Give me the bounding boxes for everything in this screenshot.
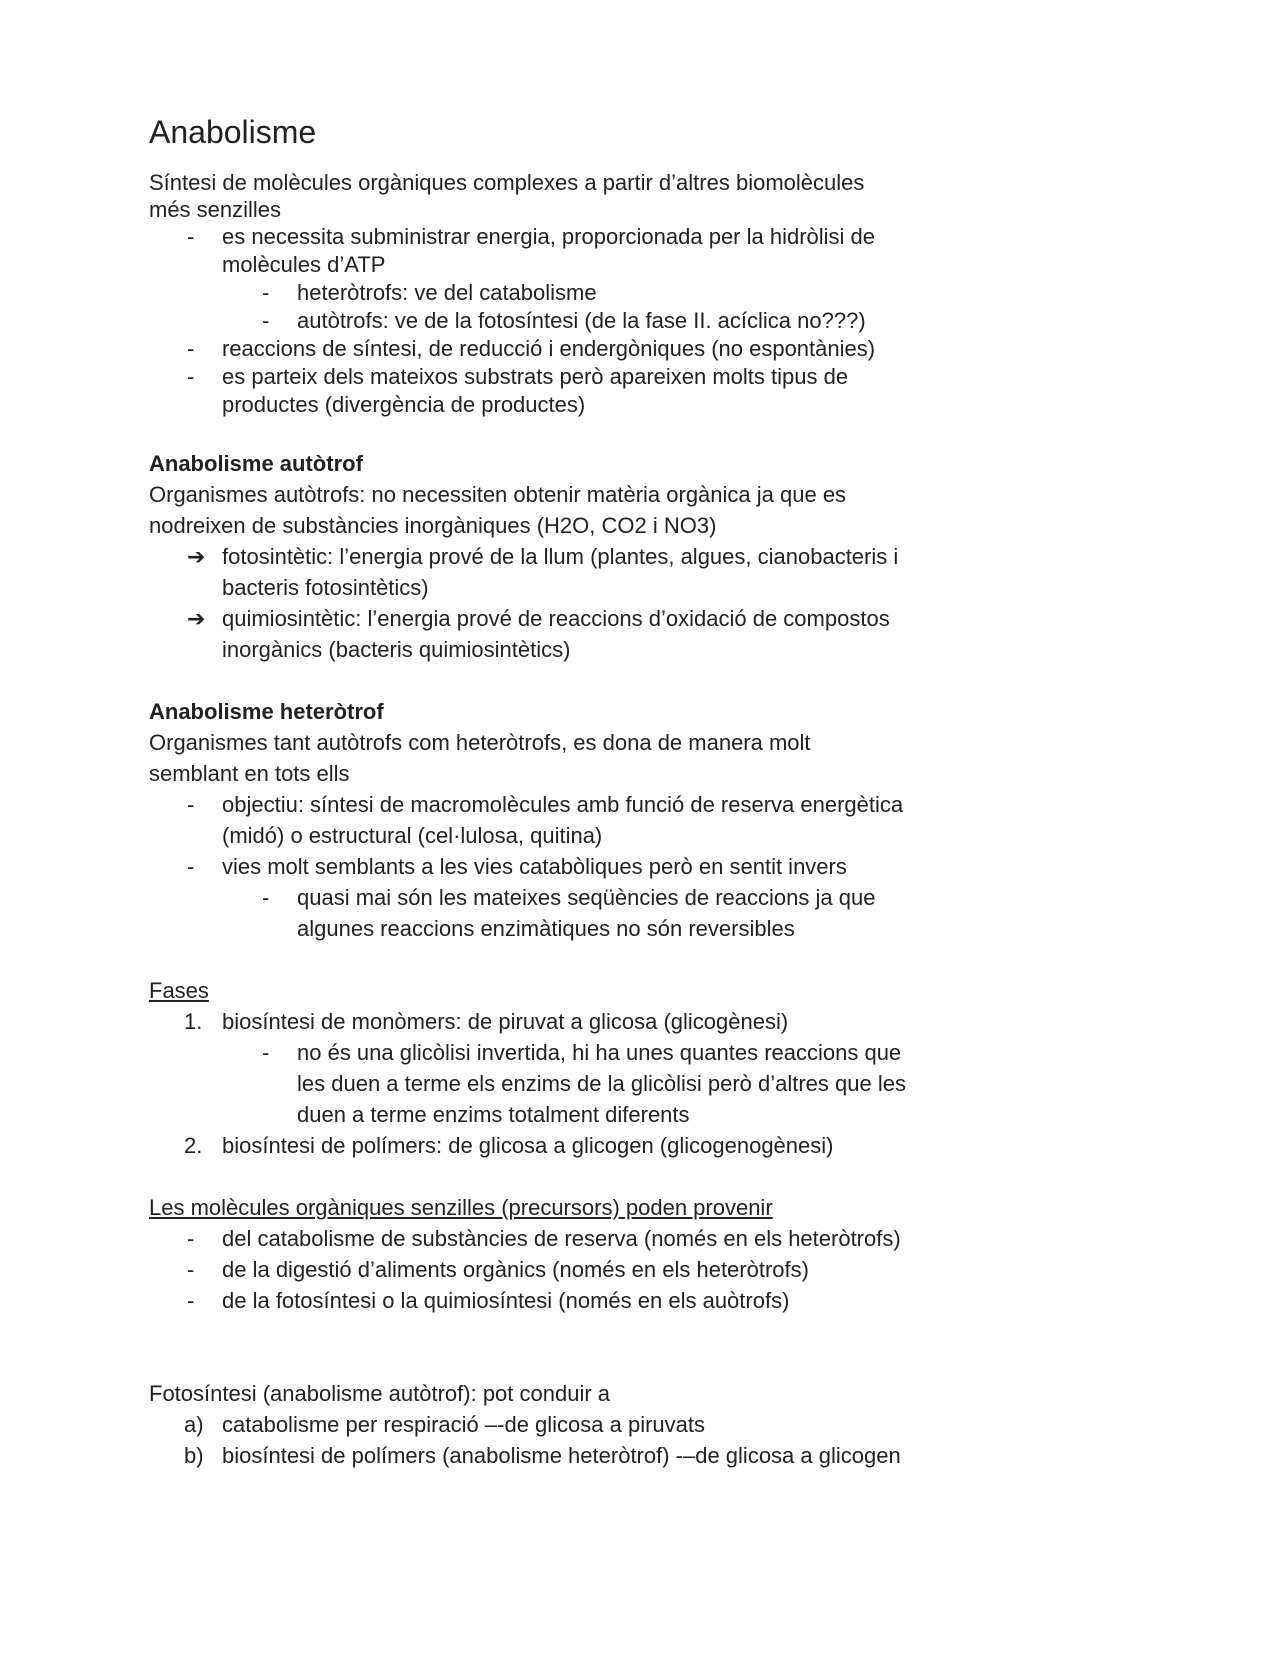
fases-sub-bullet-line-3: duen a terme enzims totalment diferents xyxy=(297,1102,690,1127)
autotrof-line-1: Organismes autòtrofs: no necessiten obtenir matèria orgànica ja que es xyxy=(149,482,847,507)
page-title: Anabolisme xyxy=(149,114,317,150)
intro-bullet-3-line-1: es parteix dels mateixos substrats però apareixen molts tipus de xyxy=(222,364,849,389)
fotosintesi-line: Fotosíntesi (anabolisme autòtrof): pot conduir a xyxy=(149,1381,611,1406)
heterotrof-line-1: Organismes tant autòtrofs com heteròtrofs, es dona de manera molt xyxy=(149,730,811,755)
arrow-icon: ➔ xyxy=(187,544,206,569)
fases-sub-bullet-line-1: no és una glicòlisi invertida, hi ha unes quantes reaccions que xyxy=(297,1040,902,1065)
intro-line-2: més senzilles xyxy=(149,197,282,222)
autotrof-arrow-2-line-2: inorgànics (bacteris quimiosintètics) xyxy=(222,637,571,662)
intro-bullet-3-line-2: productes (divergència de productes) xyxy=(222,392,586,417)
heading-fases: Fases xyxy=(149,978,209,1003)
list-letter: b) xyxy=(184,1443,204,1468)
precursors-bullet-3: de la fotosíntesi o la quimiosíntesi (només en els auòtrofs) xyxy=(222,1288,790,1313)
intro-bullet-1-line-1: es necessita subministrar energia, proporcionada per la hidròlisi de xyxy=(222,224,876,249)
precursors-bullet-1: del catabolisme de substàncies de reserva (només en els heteròtrofs) xyxy=(222,1226,901,1251)
bullet-dash: - xyxy=(187,854,195,879)
heading-anabolisme-autotrof: Anabolisme autòtrof xyxy=(149,451,363,476)
bullet-dash: - xyxy=(262,885,270,910)
fases-sub-bullet-line-2: les duen a terme els enzims de la glicòlisi però d’altres que les xyxy=(297,1071,906,1096)
bullet-dash: - xyxy=(187,1288,195,1313)
bullet-dash: - xyxy=(262,308,270,333)
arrow-icon: ➔ xyxy=(187,606,206,631)
intro-sub-bullet-2: autòtrofs: ve de la fotosíntesi (de la fase II. acíclica no???) xyxy=(297,308,866,333)
precursors-bullet-2: de la digestió d’aliments orgànics (només en els heteròtrofs) xyxy=(222,1257,809,1282)
bullet-dash: - xyxy=(187,336,195,361)
fases-item-2: biosíntesi de polímers: de glicosa a glicogen (glicogenogènesi) xyxy=(222,1133,834,1158)
autotrof-line-2: nodreixen de substàncies inorgàniques (H2O, CO2 i NO3) xyxy=(149,513,717,538)
heterotrof-sub-bullet-line-1: quasi mai són les mateixes seqüències de reaccions ja que xyxy=(297,885,876,910)
list-number: 2. xyxy=(184,1133,203,1158)
fotosintesi-item-b: biosíntesi de polímers (anabolisme heteròtrof) -–de glicosa a glicogen xyxy=(222,1443,901,1468)
heading-precursors: Les molècules orgàniques senzilles (precursors) poden provenir xyxy=(149,1195,773,1220)
intro-bullet-1-line-2: molècules d’ATP xyxy=(222,252,386,277)
autotrof-arrow-1-line-1: fotosintètic: l’energia prové de la llum (plantes, algues, cianobacteris i xyxy=(222,544,899,569)
bullet-dash: - xyxy=(187,364,195,389)
bullet-dash: - xyxy=(187,792,195,817)
fases-item-1: biosíntesi de monòmers: de piruvat a glicosa (glicogènesi) xyxy=(222,1009,789,1034)
bullet-dash: - xyxy=(262,280,270,305)
heterotrof-bullet-1-line-1: objectiu: síntesi de macromolècules amb funció de reserva energètica xyxy=(222,792,904,817)
bullet-dash: - xyxy=(262,1040,270,1065)
bullet-dash: - xyxy=(187,1226,195,1251)
intro-line-1: Síntesi de molècules orgàniques complexes a partir d’altres biomolècules xyxy=(149,170,865,195)
fotosintesi-item-a: catabolisme per respiració –-de glicosa a piruvats xyxy=(222,1412,706,1437)
heterotrof-line-2: semblant en tots ells xyxy=(149,761,350,786)
bullet-dash: - xyxy=(187,1257,195,1282)
list-number: 1. xyxy=(184,1009,203,1034)
intro-sub-bullet-1: heteròtrofs: ve del catabolisme xyxy=(297,280,597,305)
bullet-dash: - xyxy=(187,224,195,249)
autotrof-arrow-1-line-2: bacteris fotosintètics) xyxy=(222,575,429,600)
autotrof-arrow-2-line-1: quimiosintètic: l’energia prové de reaccions d’oxidació de compostos xyxy=(222,606,890,631)
heading-anabolisme-heterotrof: Anabolisme heteròtrof xyxy=(149,699,384,724)
intro-bullet-2: reaccions de síntesi, de reducció i endergòniques (no espontànies) xyxy=(222,336,876,361)
heterotrof-sub-bullet-line-2: algunes reaccions enzimàtiques no són reversibles xyxy=(297,916,795,941)
heterotrof-bullet-1-line-2: (midó) o estructural (cel·lulosa, quitina) xyxy=(222,823,603,848)
heterotrof-bullet-2: vies molt semblants a les vies catabòliques però en sentit invers xyxy=(222,854,847,879)
list-letter: a) xyxy=(184,1412,204,1437)
